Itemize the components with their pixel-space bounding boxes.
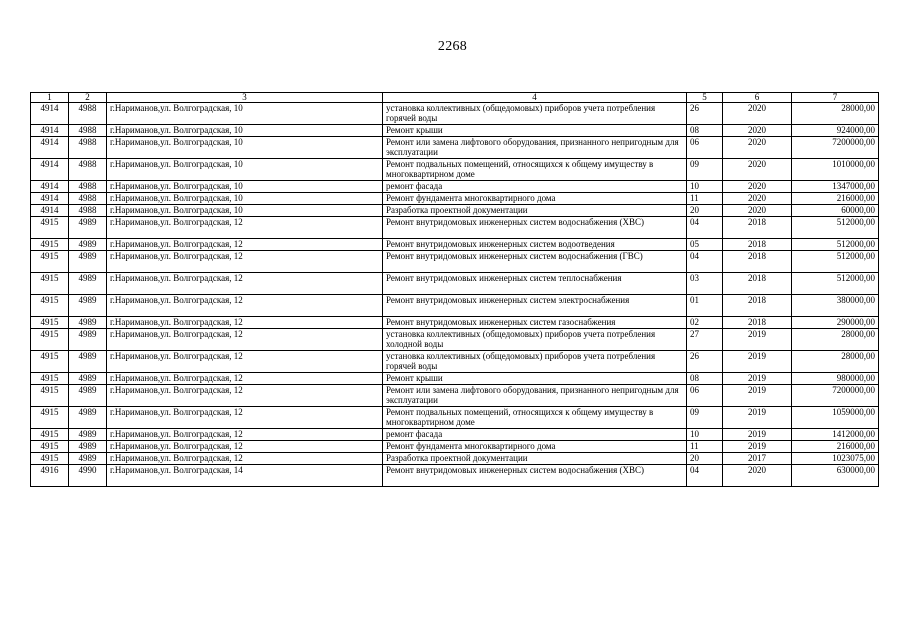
object-id-cell: 4989 — [69, 295, 107, 317]
work-code-cell: 04 — [687, 251, 723, 273]
work-code-cell: 27 — [687, 329, 723, 351]
work-code-cell: 20 — [687, 205, 723, 217]
work-type-cell: Разработка проектной документации — [383, 453, 687, 465]
year-cell: 2017 — [723, 453, 792, 465]
column-header: 1 — [31, 93, 69, 103]
work-type-cell: Ремонт внутридомовых инженерных систем водоснабжения (ХВС) — [383, 217, 687, 239]
address-cell: г.Нариманов,ул. Волгоградская, 12 — [107, 373, 383, 385]
work-code-cell: 01 — [687, 295, 723, 317]
repair-registry-table — [30, 92, 879, 487]
work-code-cell: 04 — [687, 465, 723, 487]
object-id-cell: 4989 — [69, 251, 107, 273]
column-number-row — [31, 93, 879, 103]
table-row — [31, 159, 879, 181]
year-cell: 2020 — [723, 103, 792, 125]
table-row — [31, 329, 879, 351]
work-type-cell: Ремонт или замена лифтового оборудования, признанного непригодным для эксплуатации — [383, 385, 687, 407]
cost-cell: 28000,00 — [792, 103, 879, 125]
table-row — [31, 193, 879, 205]
work-type-cell: Ремонт внутридомовых инженерных систем водоотведения — [383, 239, 687, 251]
address-cell: г.Нариманов,ул. Волгоградская, 12 — [107, 273, 383, 295]
work-code-cell: 06 — [687, 385, 723, 407]
cost-cell: 1059000,00 — [792, 407, 879, 429]
address-cell: г.Нариманов,ул. Волгоградская, 12 — [107, 385, 383, 407]
address-cell: г.Нариманов,ул. Волгоградская, 12 — [107, 441, 383, 453]
row-index-cell: 4914 — [31, 205, 69, 217]
cost-cell: 290000,00 — [792, 317, 879, 329]
row-index-cell: 4914 — [31, 103, 69, 125]
row-index-cell: 4914 — [31, 137, 69, 159]
work-code-cell: 09 — [687, 159, 723, 181]
address-cell: г.Нариманов,ул. Волгоградская, 10 — [107, 137, 383, 159]
cost-cell: 28000,00 — [792, 329, 879, 351]
address-cell: г.Нариманов,ул. Волгоградская, 10 — [107, 181, 383, 193]
cost-cell: 7200000,00 — [792, 137, 879, 159]
cost-cell: 28000,00 — [792, 351, 879, 373]
table-row — [31, 407, 879, 429]
year-cell: 2018 — [723, 251, 792, 273]
work-type-cell: Ремонт фундамента многоквартирного дома — [383, 193, 687, 205]
column-header: 5 — [687, 93, 723, 103]
cost-cell: 980000,00 — [792, 373, 879, 385]
work-code-cell: 26 — [687, 103, 723, 125]
work-code-cell: 11 — [687, 193, 723, 205]
object-id-cell: 4989 — [69, 329, 107, 351]
row-index-cell: 4915 — [31, 217, 69, 239]
row-index-cell: 4915 — [31, 251, 69, 273]
object-id-cell: 4989 — [69, 217, 107, 239]
column-header: 4 — [383, 93, 687, 103]
column-header: 2 — [69, 93, 107, 103]
table-row — [31, 273, 879, 295]
work-code-cell: 08 — [687, 125, 723, 137]
year-cell: 2020 — [723, 465, 792, 487]
work-code-cell: 26 — [687, 351, 723, 373]
table-row — [31, 239, 879, 251]
year-cell: 2018 — [723, 317, 792, 329]
work-code-cell: 10 — [687, 429, 723, 441]
table-row — [31, 217, 879, 239]
cost-cell: 1347000,00 — [792, 181, 879, 193]
work-type-cell: установка коллективных (общедомовых) приборов учета потребления горячей воды — [383, 103, 687, 125]
work-code-cell: 02 — [687, 317, 723, 329]
table-row — [31, 441, 879, 453]
object-id-cell: 4989 — [69, 373, 107, 385]
object-id-cell: 4989 — [69, 239, 107, 251]
year-cell: 2020 — [723, 205, 792, 217]
row-index-cell: 4915 — [31, 385, 69, 407]
year-cell: 2019 — [723, 373, 792, 385]
work-type-cell: Ремонт крыши — [383, 125, 687, 137]
work-code-cell: 11 — [687, 441, 723, 453]
work-type-cell: Ремонт или замена лифтового оборудования, признанного непригодным для эксплуатации — [383, 137, 687, 159]
year-cell: 2019 — [723, 351, 792, 373]
table-row — [31, 181, 879, 193]
address-cell: г.Нариманов,ул. Волгоградская, 12 — [107, 429, 383, 441]
cost-cell: 7200000,00 — [792, 385, 879, 407]
year-cell: 2019 — [723, 441, 792, 453]
cost-cell: 1412000,00 — [792, 429, 879, 441]
year-cell: 2020 — [723, 159, 792, 181]
row-index-cell: 4915 — [31, 453, 69, 465]
year-cell: 2018 — [723, 295, 792, 317]
object-id-cell: 4989 — [69, 351, 107, 373]
work-type-cell: установка коллективных (общедомовых) приборов учета потребления холодной воды — [383, 329, 687, 351]
table-row — [31, 351, 879, 373]
work-type-cell: ремонт фасада — [383, 429, 687, 441]
work-type-cell: Ремонт внутридомовых инженерных систем электроснабжения — [383, 295, 687, 317]
work-type-cell: Ремонт крыши — [383, 373, 687, 385]
address-cell: г.Нариманов,ул. Волгоградская, 12 — [107, 317, 383, 329]
year-cell: 2020 — [723, 125, 792, 137]
work-type-cell: Разработка проектной документации — [383, 205, 687, 217]
address-cell: г.Нариманов,ул. Волгоградская, 14 — [107, 465, 383, 487]
cost-cell: 512000,00 — [792, 273, 879, 295]
table-row — [31, 385, 879, 407]
address-cell: г.Нариманов,ул. Волгоградская, 12 — [107, 351, 383, 373]
table-row — [31, 465, 879, 487]
address-cell: г.Нариманов,ул. Волгоградская, 12 — [107, 407, 383, 429]
column-header: 6 — [723, 93, 792, 103]
work-type-cell: Ремонт подвальных помещений, относящихся к общему имуществу в многоквартирном доме — [383, 407, 687, 429]
work-code-cell: 05 — [687, 239, 723, 251]
table-row — [31, 205, 879, 217]
cost-cell: 512000,00 — [792, 251, 879, 273]
cost-cell: 1010000,00 — [792, 159, 879, 181]
row-index-cell: 4915 — [31, 429, 69, 441]
object-id-cell: 4989 — [69, 273, 107, 295]
cost-cell: 60000,00 — [792, 205, 879, 217]
work-code-cell: 03 — [687, 273, 723, 295]
cost-cell: 216000,00 — [792, 441, 879, 453]
cost-cell: 380000,00 — [792, 295, 879, 317]
table-row — [31, 373, 879, 385]
row-index-cell: 4915 — [31, 373, 69, 385]
address-cell: г.Нариманов,ул. Волгоградская, 12 — [107, 251, 383, 273]
object-id-cell: 4989 — [69, 317, 107, 329]
year-cell: 2020 — [723, 137, 792, 159]
table-header — [31, 93, 879, 103]
work-code-cell: 10 — [687, 181, 723, 193]
object-id-cell: 4988 — [69, 103, 107, 125]
work-type-cell: Ремонт подвальных помещений, относящихся к общему имуществу в многоквартирном доме — [383, 159, 687, 181]
address-cell: г.Нариманов,ул. Волгоградская, 12 — [107, 453, 383, 465]
address-cell: г.Нариманов,ул. Волгоградская, 10 — [107, 103, 383, 125]
table-body — [31, 103, 879, 487]
object-id-cell: 4989 — [69, 407, 107, 429]
row-index-cell: 4915 — [31, 351, 69, 373]
row-index-cell: 4915 — [31, 407, 69, 429]
work-code-cell: 08 — [687, 373, 723, 385]
work-type-cell: установка коллективных (общедомовых) приборов учета потребления горячей воды — [383, 351, 687, 373]
cost-cell: 216000,00 — [792, 193, 879, 205]
address-cell: г.Нариманов,ул. Волгоградская, 10 — [107, 125, 383, 137]
year-cell: 2020 — [723, 193, 792, 205]
work-type-cell: Ремонт внутридомовых инженерных систем водоснабжения (ГВС) — [383, 251, 687, 273]
address-cell: г.Нариманов,ул. Волгоградская, 12 — [107, 329, 383, 351]
row-index-cell: 4915 — [31, 239, 69, 251]
year-cell: 2018 — [723, 273, 792, 295]
work-type-cell: Ремонт внутридомовых инженерных систем газоснабжения — [383, 317, 687, 329]
cost-cell: 512000,00 — [792, 239, 879, 251]
row-index-cell: 4915 — [31, 317, 69, 329]
work-type-cell: Ремонт внутридомовых инженерных систем теплоснабжения — [383, 273, 687, 295]
cost-cell: 630000,00 — [792, 465, 879, 487]
year-cell: 2019 — [723, 329, 792, 351]
table-row — [31, 295, 879, 317]
table-row — [31, 251, 879, 273]
year-cell: 2018 — [723, 217, 792, 239]
address-cell: г.Нариманов,ул. Волгоградская, 10 — [107, 205, 383, 217]
cost-cell: 1023075,00 — [792, 453, 879, 465]
object-id-cell: 4989 — [69, 441, 107, 453]
work-type-cell: ремонт фасада — [383, 181, 687, 193]
column-header: 3 — [107, 93, 383, 103]
table-row — [31, 317, 879, 329]
year-cell: 2019 — [723, 385, 792, 407]
address-cell: г.Нариманов,ул. Волгоградская, 12 — [107, 217, 383, 239]
year-cell: 2018 — [723, 239, 792, 251]
row-index-cell: 4915 — [31, 441, 69, 453]
address-cell: г.Нариманов,ул. Волгоградская, 12 — [107, 239, 383, 251]
year-cell: 2019 — [723, 429, 792, 441]
object-id-cell: 4989 — [69, 453, 107, 465]
address-cell: г.Нариманов,ул. Волгоградская, 10 — [107, 193, 383, 205]
row-index-cell: 4914 — [31, 159, 69, 181]
address-cell: г.Нариманов,ул. Волгоградская, 10 — [107, 159, 383, 181]
object-id-cell: 4988 — [69, 181, 107, 193]
row-index-cell: 4915 — [31, 329, 69, 351]
object-id-cell: 4988 — [69, 205, 107, 217]
address-cell: г.Нариманов,ул. Волгоградская, 12 — [107, 295, 383, 317]
table-row — [31, 125, 879, 137]
column-header: 7 — [792, 93, 879, 103]
row-index-cell: 4915 — [31, 273, 69, 295]
table-row — [31, 137, 879, 159]
work-type-cell: Ремонт фундамента многоквартирного дома — [383, 441, 687, 453]
year-cell: 2019 — [723, 407, 792, 429]
work-type-cell: Ремонт внутридомовых инженерных систем водоснабжения (ХВС) — [383, 465, 687, 487]
row-index-cell: 4914 — [31, 125, 69, 137]
table-row — [31, 453, 879, 465]
object-id-cell: 4988 — [69, 193, 107, 205]
object-id-cell: 4990 — [69, 465, 107, 487]
object-id-cell: 4988 — [69, 137, 107, 159]
row-index-cell: 4916 — [31, 465, 69, 487]
object-id-cell: 4989 — [69, 429, 107, 441]
object-id-cell: 4988 — [69, 159, 107, 181]
page-number: 2268 — [437, 39, 468, 54]
cost-cell: 512000,00 — [792, 217, 879, 239]
work-code-cell: 20 — [687, 453, 723, 465]
cost-cell: 924000,00 — [792, 125, 879, 137]
object-id-cell: 4988 — [69, 125, 107, 137]
object-id-cell: 4989 — [69, 385, 107, 407]
work-code-cell: 06 — [687, 137, 723, 159]
row-index-cell: 4914 — [31, 181, 69, 193]
table-row — [31, 429, 879, 441]
work-code-cell: 04 — [687, 217, 723, 239]
row-index-cell: 4914 — [31, 193, 69, 205]
work-code-cell: 09 — [687, 407, 723, 429]
row-index-cell: 4915 — [31, 295, 69, 317]
year-cell: 2020 — [723, 181, 792, 193]
table-row — [31, 103, 879, 125]
